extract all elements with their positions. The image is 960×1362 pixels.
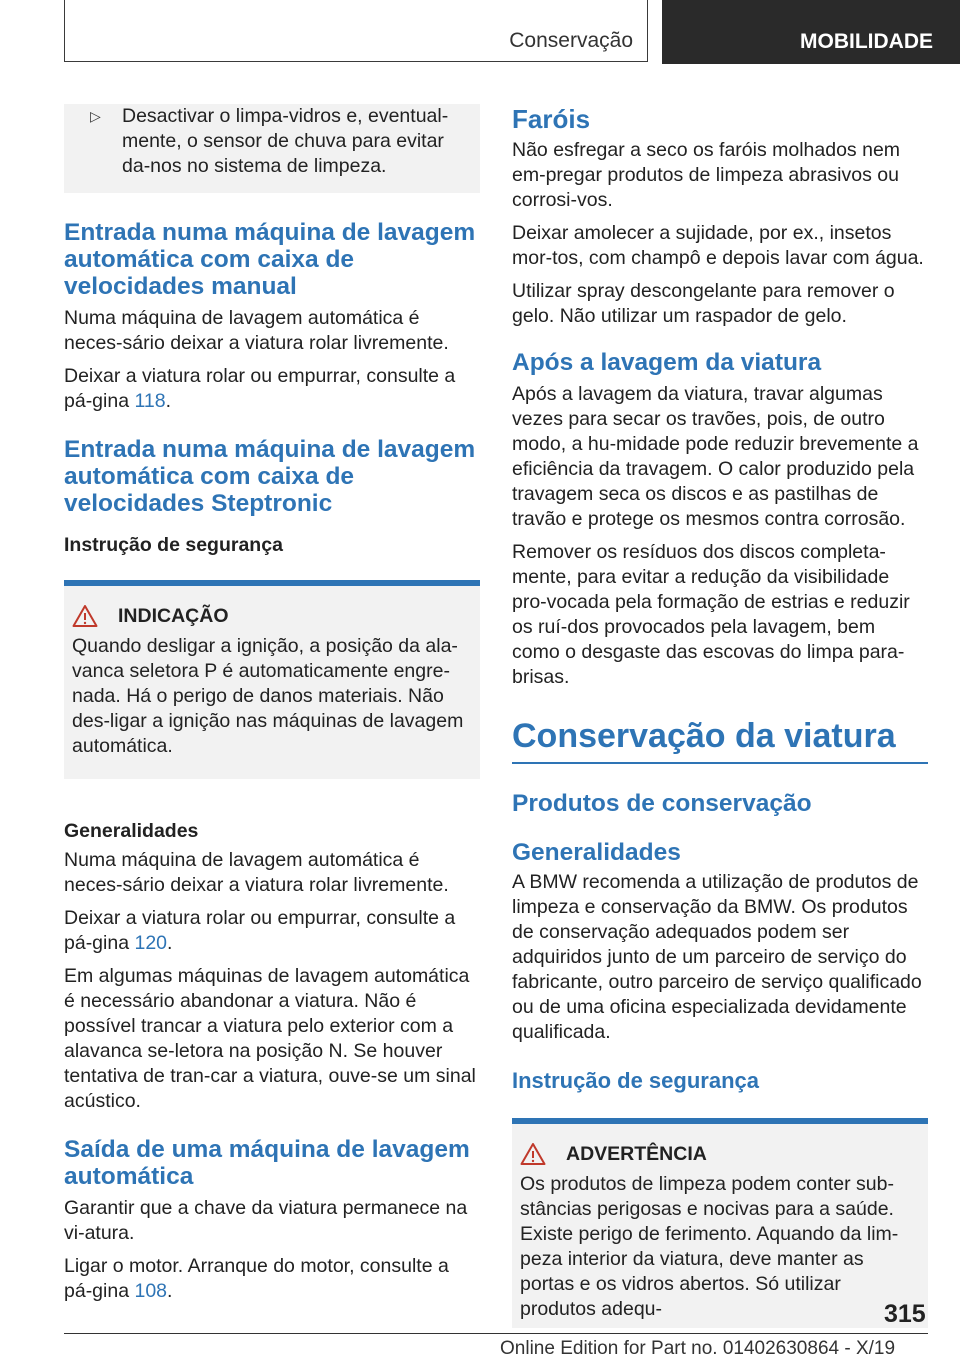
footer-edition: Online Edition for Part no. 01402630864 - X/19 — [500, 1338, 896, 1359]
heading-safety-right: Instrução de segurança — [512, 1068, 759, 1093]
right-column — [512, 104, 928, 1328]
header-section-box — [64, 0, 648, 62]
heading-steptronic: Entrada numa máquina de lavagem automática com caixa de velocidades Steptronic — [64, 436, 476, 517]
paragraph: Ligar o motor. Arranque do motor, consulte a pá-gina 108. — [64, 1255, 449, 1302]
heading-general: Generalidades — [64, 820, 199, 842]
warning-triangle-icon — [520, 1142, 546, 1166]
paragraph: Remover os resíduos dos discos completa-mente, para evitar a redução da visibilidade pro-vocada pela formação de estrias e reduzir os ruí-dos provocados pela lavagem, bem como o desgaste das escovas do limpa para-brisas. — [512, 541, 910, 688]
paragraph: A BMW recomenda a utilização de produtos de limpeza e conservação da BMW. Os produtos de conservação adequados podem ser adquiridos junto de um parceiro de serviço do fabricante, outro parceiro de serviço qualificado ou de uma oficina especializada devidamente qualificada. — [512, 871, 922, 1043]
left-column — [64, 104, 480, 1312]
heading-safety: Instrução de segurança — [64, 534, 283, 556]
list-item — [76, 104, 468, 179]
paragraph: Deixar a viatura rolar ou empurrar, consulte a pá-gina 120. — [64, 907, 456, 954]
instruction-box — [64, 104, 480, 193]
warning-box — [512, 1118, 928, 1328]
page-link[interactable]: 118 — [134, 390, 166, 412]
chapter-heading-rule — [512, 716, 928, 764]
paragraph: Utilizar spray descongelante para remover o gelo. Não utilizar um raspador de gelo. — [512, 280, 895, 327]
warning-title: ADVERTÊNCIA — [566, 1142, 707, 1165]
paragraph: Numa máquina de lavagem automática é neces-sário deixar a viatura rolar livremente. — [64, 849, 449, 896]
paragraph: Garantir que a chave da viatura permanece na vi-atura. — [64, 1197, 468, 1244]
heading-manual: Entrada numa máquina de lavagem automática com caixa de velocidades manual — [64, 219, 476, 300]
paragraph: Deixar a viatura rolar ou empurrar, consulte a pá-gina 118. — [64, 365, 456, 412]
heading-apos: Após a lavagem da viatura — [512, 349, 822, 376]
notice-box — [64, 580, 480, 779]
heading-exit: Saída de uma máquina de lavagem automática — [64, 1136, 470, 1190]
paragraph: Numa máquina de lavagem automática é neces-sário deixar a viatura rolar livremente. — [64, 307, 449, 354]
paragraph: Não esfregar a seco os faróis molhados nem em-pregar produtos de limpeza abrasivos ou corrosi-vos. — [512, 139, 901, 211]
header-chapter-tab: MOBILIDADE — [662, 0, 960, 64]
page-link[interactable]: 120 — [134, 932, 168, 954]
notice-title: INDICAÇÃO — [118, 604, 229, 627]
triangle-bullet-icon: ▷ — [90, 108, 101, 124]
paragraph: Em algumas máquinas de lavagem automática é necessário abandonar a viatura. Não é possível trancar a viatura pelo exterior com a alavanca se-letora na posição N. Se houver tentativa de tran-car a viatura, ouve-se um sinal acústico. — [64, 965, 476, 1112]
heading-farois: Faróis — [512, 104, 591, 134]
heading-general-right: Generalidades — [512, 839, 681, 866]
chapter-heading: Conservação da viatura — [512, 717, 896, 755]
header-section-title: Conservação — [509, 29, 633, 52]
footer-divider — [64, 1333, 928, 1334]
warning-triangle-icon — [72, 604, 98, 628]
notice-text: Quando desligar a ignição, a posição da ala-vanca seletora P é automaticamente engre-nada. Há o perigo de danos materiais. Não des-ligar a ignição nas máquinas de lavagem automática. — [72, 635, 464, 757]
paragraph: Deixar amolecer a sujidade, por ex., insetos mor-tos, com champô e depois lavar com água. — [512, 222, 924, 269]
list-item-text: Desactivar o limpa-vidros e, eventual-mente, o sensor de chuva para evitar da-nos no sistema de limpeza. — [122, 105, 449, 177]
heading-produtos: Produtos de conservação — [512, 790, 812, 817]
page-link[interactable]: 108 — [134, 1280, 168, 1302]
warning-text: Os produtos de limpeza podem conter sub-stâncias perigosas e nocivas para a saúde. Existe perigo de ferimento. Aquando da lim-peza interior da viatura, deve manter as portas e os vidros abertos. Só utilizar produtos adequ- — [520, 1173, 899, 1320]
page-number: 315 — [884, 1300, 926, 1328]
paragraph: Após a lavagem da viatura, travar algumas vezes para secar os travões, pois, de outro modo, a hu-midade pode reduzir brevemente a eficiência da travagem. O calor produzido pela travagem seca os discos e as pastilhas de travão e protege os mesmos contra corrosão. — [512, 383, 919, 530]
